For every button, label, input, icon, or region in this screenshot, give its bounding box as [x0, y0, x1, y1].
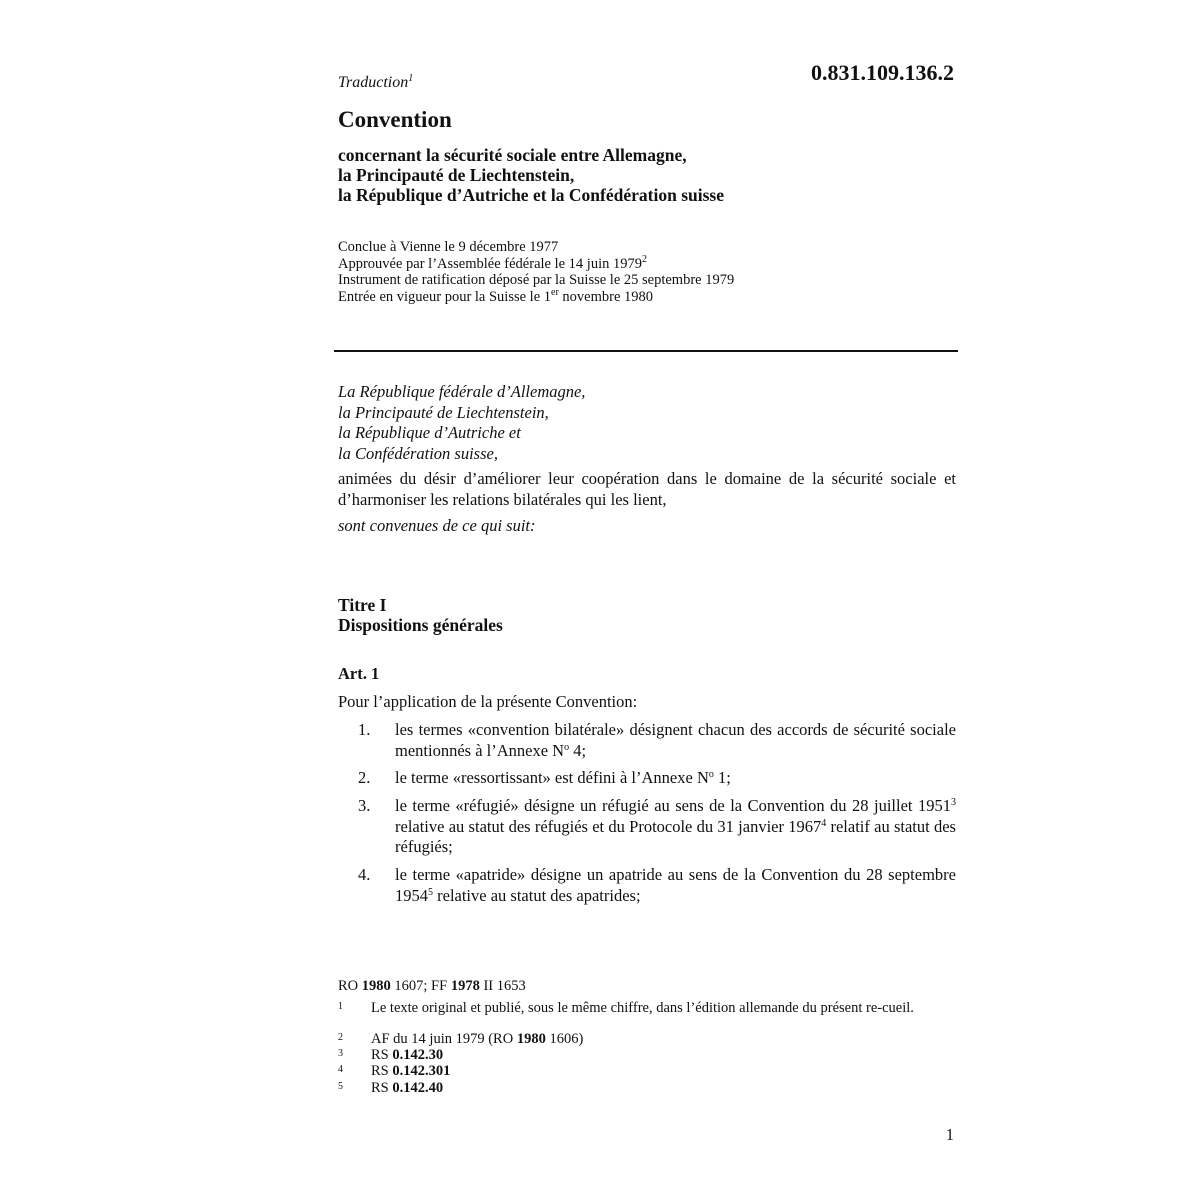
date-concluded: Conclue à Vienne le 9 décembre 1977 [338, 239, 559, 255]
document-subtitle [338, 145, 724, 205]
footnote-text: RS 0.142.30 [371, 1047, 444, 1063]
horizontal-rule [334, 350, 958, 352]
footnote-number: 3 [338, 1048, 343, 1059]
list-item-text: le terme «apatride» désigne un apatride au sens de la Convention du 28 septembre 1954$^5$ relative au statut des apatrides; [395, 865, 956, 905]
party-line: la Confédération suisse, [338, 443, 498, 463]
footnote-number: 4 [338, 1064, 343, 1075]
dates-block [338, 239, 734, 305]
sr-number: 0.831.109.136.2 [811, 60, 954, 85]
date-approved: Approuvée par l’Assemblée fédérale le 14 juin 1979$^2$ [338, 253, 647, 272]
subtitle-line: la Principauté de Liechtenstein, [338, 165, 575, 185]
list-item-number: 4. [358, 865, 371, 884]
footnote-number: 5 [338, 1081, 343, 1092]
list-item-number: 1. [358, 720, 371, 739]
date-entry-into-force: Entrée en vigueur pour la Suisse le 1er novembre 1980 [338, 286, 654, 305]
date-ratification: Instrument de ratification déposé par la Suisse le 25 septembre 1979 [338, 272, 735, 288]
footnote-source: RO 1980 1607; FF 1978 II 1653 [338, 978, 526, 994]
title-name: Dispositions générales [338, 615, 503, 635]
list-item-text: le terme «ressortissant» est défini à l’Annexe $N^o$ 1; [395, 768, 731, 787]
subtitle-line: la République d’Autriche et la Confédération suisse [338, 185, 724, 205]
list-item-text: les termes «convention bilatérale» désignent chacun des accords de sécurité sociale mentionnés à l’Annexe $N^o$ 4; [395, 720, 956, 760]
title-label: Titre I [338, 595, 387, 615]
footnote-ref[interactable]: 2 [642, 253, 647, 265]
party-line: la République d’Autriche et [338, 423, 521, 442]
footnote-text: AF du 14 juin 1979 (RO 1980 1606) [371, 1031, 584, 1047]
page-number: 1 [945, 1125, 954, 1144]
subtitle-line: concernant la sécurité sociale entre Allemagne, [338, 145, 687, 165]
footnote-ref[interactable]: 5 [428, 886, 433, 898]
footnote-number: 1 [338, 1001, 343, 1012]
title-heading [338, 595, 503, 635]
preamble-text: animées du désir d’améliorer leur coopération dans le domaine de la sécurité sociale et d’harmoniser les relations bilatérales qui les lient, [338, 469, 956, 509]
article-intro: Pour l’application de la présente Convention: [338, 692, 638, 711]
footnote-text: RS 0.142.301 [371, 1063, 451, 1079]
translation-label: Traduction$^1$ [338, 73, 414, 91]
list-item-number: 3. [358, 796, 371, 815]
document-title: Convention [338, 107, 452, 132]
list-item-text: le terme «réfugié» désigne un réfugié au sens de la Convention du 28 juillet 1951$^3$ relative au statut des réfugiés et du Protocole du 31 janvier 1967$^4$ relatif au statut des réfugiés; [395, 796, 956, 856]
footnote-ref[interactable]: 3 [951, 797, 956, 808]
footnote-text: Le texte original et publié, sous le même chiffre, dans l’édition allemande du présent re-cueil. [371, 1000, 914, 1016]
footnote-text: RS 0.142.40 [371, 1080, 444, 1096]
article-heading: Art. 1 [338, 664, 380, 683]
footnote-number: 2 [338, 1032, 343, 1043]
footnote-ref[interactable]: 4 [821, 817, 827, 829]
preamble-parties [338, 382, 585, 464]
footnote-ref[interactable]: 1 [408, 73, 414, 84]
preamble-closing: sont convenues de ce qui suit: [338, 516, 536, 535]
list-item-number: 2. [358, 768, 371, 787]
party-line: la Principauté de Liechtenstein, [338, 402, 549, 422]
party-line: La République fédérale d’Allemagne, [338, 382, 586, 401]
